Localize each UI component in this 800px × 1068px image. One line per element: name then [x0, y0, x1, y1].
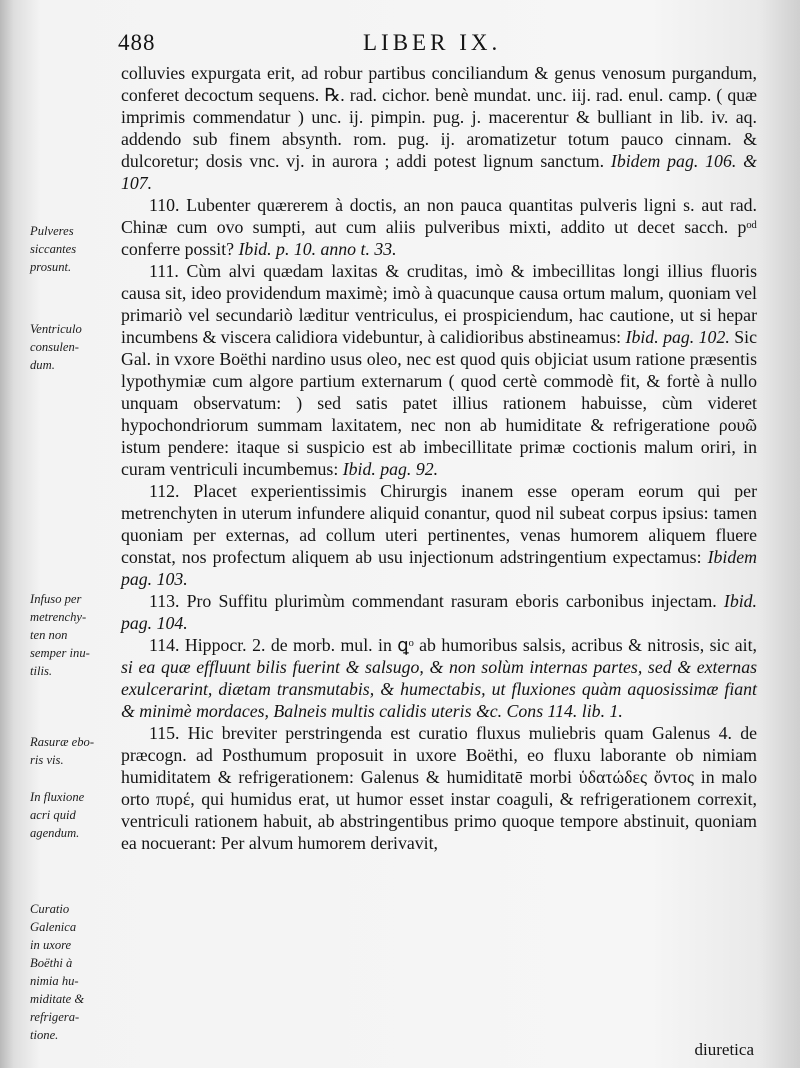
- reference: si ea quæ effluunt bilis fuerint & salsugo, & non solùm internas partes, sed & externas exulcerarint, diætam transmutabis, & humectabis, ut fluxiones quàm aquosissimæ fiant & minimè mordaces, Balneis multis calidis uteris &c. Cons 114. lib. 1.: [121, 657, 757, 721]
- margin-note: Ventriculo consulen- dum.: [30, 322, 82, 372]
- reference: Ibidem pag. 103.: [121, 547, 757, 589]
- paragraph: [121, 634, 757, 722]
- paragraph-text: 114. Hippocr. 2. de morb. mul. in ꝗᵒ ab humoribus salsis, acribus & nitrosis, sic ait,: [149, 635, 757, 655]
- reference: Ibid. pag. 102.: [625, 327, 730, 347]
- page-number: 488: [118, 30, 156, 55]
- margin-note: Curatio Galenica in uxore Boëthi à nimia hu- miditate & refrigera- tione.: [30, 902, 85, 1042]
- page-header: [118, 30, 758, 64]
- paragraph-text: colluvies expurgata erit, ad robur partibus conciliandum & genus venosum purgandum, conferet decoctum sequens. ℞. rad. cichor. benè mundat. unc. iij. rad. enul. camp. ( quæ imprimis commendatur ) unc. ij. pimpin. pug. j. macerentur & bulliant in lib. iv. aq. addendo sub finem absynth. rom. pug. ij. aromatizetur totum pauco cinnam. & dulcoretur; dosis vnc. vj. in aurora ; addi potest lignum sanctum.: [121, 63, 757, 171]
- paragraph: [121, 722, 757, 854]
- paragraph: [121, 62, 757, 194]
- paragraph-text: 115. Hic breviter perstringenda est curatio fluxus muliebris quam Galenus 4. de præcogn. ad Posthumum proposuit in uxore Boëthi, eo fluxu laborante ob nimiam humiditatem & refrigerationem: Galenus & humiditatē morbi ὑδατώδες ὄντος in malo orto πυρέ, qui humidus erat, ut humor esset instar coaguli, & refrigerationem correxit, ventriculi rationem habuit, ab abstringentibus primo quoque tempore abstinuit, quoniam ea nocuerant: Per alvum humorem derivavit,: [121, 723, 757, 853]
- margin-note: Rasuræ ebo- ris vis.: [30, 735, 95, 767]
- paragraph-text: 111. Cùm alvi quædam laxitas & cruditas, imò & imbecillitas longi illius fluoris causa sit, ideo providendum maximè; imò à quacunque causa ortum malum, quoniam vel primariò vel secundariò læditur ventriculus, ei prospiciendum, hac cautione, ut si hepar incumbens & viscera calidiora videbuntur, à calidioribus abstineamus:: [121, 261, 757, 347]
- reference: Ibid. pag. 92.: [342, 459, 439, 479]
- paragraph: [121, 480, 757, 590]
- catchword: diuretica: [694, 1040, 754, 1059]
- margin-note: Infuso per metrenchy- ten non semper inu- tilis.: [30, 592, 90, 678]
- running-title: LIBER IX.: [363, 30, 502, 55]
- paragraph-text: 110. Lubenter quærerem à doctis, an non pauca quantitas pulveris ligni s. aut rad. Chinæ cum ovo sumpti, aut cum aliis pulveribus mixti, addito ut decet sacch. pᵒᵈ conferre possit?: [121, 195, 757, 259]
- paragraph: [121, 194, 757, 260]
- paragraph: [121, 590, 757, 634]
- margin-note: Pulveres siccantes prosunt.: [30, 224, 77, 274]
- paragraph: [121, 260, 757, 480]
- body-text: [121, 62, 757, 854]
- reference: Ibid. p. 10. anno t. 33.: [238, 239, 397, 259]
- reference: Ibidem pag. 106. & 107.: [121, 151, 757, 193]
- margin-notes-column: [30, 0, 118, 1068]
- reference: Ibid. pag. 104.: [121, 591, 757, 633]
- paragraph-text: Sic Gal. in vxore Boëthi nardino usus oleo, nec est quod quis objiciat usum ratione præsentis lypothymiæ cum algore partium externarum ( quod certè commodè fit, & fortè à nullo unquam observatum: ) sed satis patet illius rationem habuisse, cùm videret hypochondriorum summam laxitatem, nec non ab humiditate & refrigeratione ρουῶ istum pendere: itaque si suspicio est ab imbecillitate primæ coctionis malum oriri, in curam ventriculi incumbemus:: [121, 327, 757, 479]
- paragraph-text: 113. Pro Suffitu plurimùm commendant rasuram eboris carbonibus injectam.: [149, 591, 717, 611]
- margin-note: In fluxione acri quid agendum.: [30, 790, 85, 840]
- paragraph-text: 112. Placet experientissimis Chirurgis inanem esse operam eorum qui per metrenchyten in uterum infundere aliquid conantur, quod nil subeat corpus ipsius: tamen quoniam per externas, ad collum uteri pertinentes, venas humorem aliquem fluere constat, nos profectum aliquem ab usu injectionum adstringentium expectamus:: [121, 481, 757, 567]
